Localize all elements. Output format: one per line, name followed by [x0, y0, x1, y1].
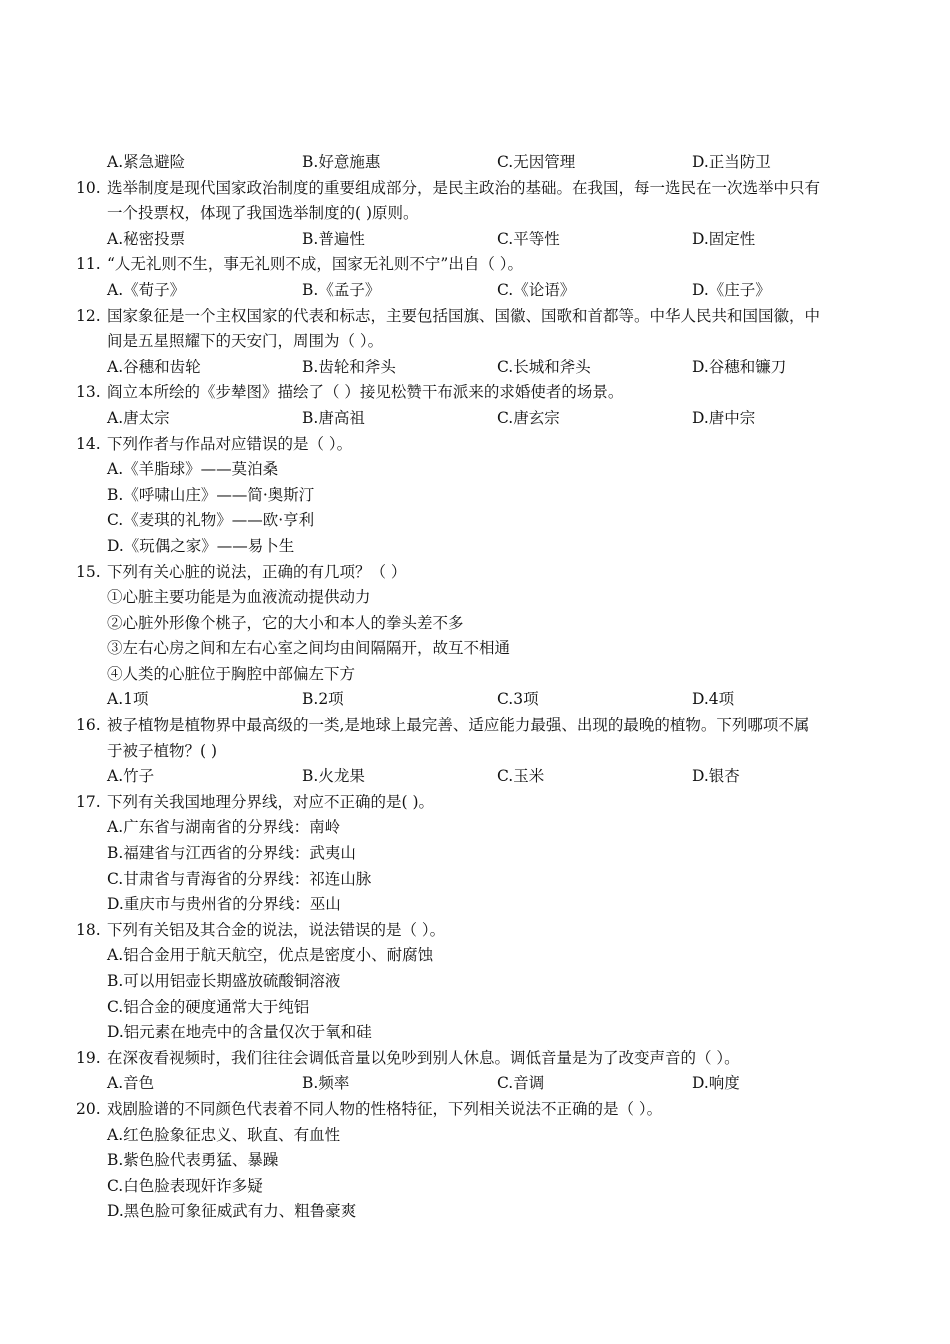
question-stem-line: [0, 1046, 950, 1072]
option-line: [0, 867, 950, 893]
option-a: A.紧急避险: [107, 153, 186, 171]
option-line: [0, 1020, 950, 1046]
question-block: [0, 432, 950, 560]
option-d: D.银杏: [692, 767, 740, 786]
question-number: 14.: [76, 434, 101, 453]
question-block: [0, 252, 950, 303]
option-c: C.铝合金的硬度通常大于纯铝: [107, 997, 310, 1016]
option-d: D.4项: [692, 690, 735, 709]
option-c: C.《麦琪的礼物》——欧·亨利: [107, 511, 315, 530]
option-b: B.紫色脸代表勇猛、暴躁: [107, 1151, 279, 1170]
question-text: 下列有关我国地理分界线，对应不正确的是( )。: [107, 792, 435, 811]
question-number: 11.: [76, 255, 101, 274]
question-continuation-line: [0, 611, 950, 637]
option-b: B.火龙果: [302, 767, 365, 786]
option-c: C.甘肃省与青海省的分界线：祁连山脉: [107, 869, 372, 888]
option-a: A.音色: [107, 1074, 155, 1093]
option-d: D.重庆市与贵州省的分界线：巫山: [107, 895, 341, 914]
question-list: [0, 176, 950, 1225]
option-a: A.1项: [107, 690, 149, 709]
option-c: C.白色脸表现奸诈多疑: [107, 1176, 263, 1195]
question-number: 12.: [76, 306, 101, 325]
question-continuation-line: [0, 739, 950, 765]
question-stem-line: [0, 176, 950, 202]
option-d: D.响度: [692, 1074, 740, 1093]
options-row: [0, 355, 950, 381]
option-line: [0, 1148, 950, 1174]
option-d: D.谷穗和镰刀: [692, 357, 787, 376]
question-stem-line: [0, 918, 950, 944]
option-line: [0, 969, 950, 995]
option-a: A.《荀子》: [107, 280, 186, 299]
option-b: B.可以用铝壶长期盛放硫酸铜溶液: [107, 972, 341, 990]
option-c: C.玉米: [497, 767, 545, 786]
option-d: D.正当防卫: [692, 153, 771, 171]
question-text: 戏剧脸谱的不同颜色代表着不同人物的性格特征，下列相关说法不正确的是（ ）。: [107, 1099, 663, 1118]
option-b: B.《呼啸山庄》——简·奥斯汀: [107, 485, 315, 504]
option-line: [0, 1174, 950, 1200]
option-line: [0, 815, 950, 841]
option-line: [0, 995, 950, 1021]
option-line: [0, 892, 950, 918]
question-block: [0, 560, 950, 714]
option-line: [0, 1123, 950, 1149]
option-d: D.固定性: [692, 229, 756, 248]
question-number: 19.: [76, 1048, 101, 1067]
option-line: [0, 1199, 950, 1225]
question-number: 16.: [76, 716, 101, 735]
question-text: 一个投票权，体现了我国选举制度的( )原则。: [107, 204, 419, 223]
option-line: [0, 534, 950, 560]
question-text: ②心脏外形像个桃子，它的大小和本人的拳头差不多: [107, 613, 464, 632]
question-text: 下列有关铝及其合金的说法，说法错误的是（ ）。: [107, 920, 446, 939]
options-row: [0, 764, 950, 790]
option-a: A.红色脸象征忠义、耿直、有血性: [107, 1125, 341, 1144]
question-text: ④人类的心脏位于胸腔中部偏左下方: [107, 664, 356, 683]
option-d: D.唐中宗: [692, 408, 756, 427]
question-block: [0, 1046, 950, 1097]
question-text: 被子植物是植物界中最高级的一类,是地球上最完善、适应能力最强、出现的最晚的植物。下列哪项不属: [107, 716, 810, 735]
question-stem-line: [0, 304, 950, 330]
option-d: D.黑色脸可象征威武有力、粗鲁豪爽: [107, 1202, 357, 1221]
question-continuation-line: [0, 585, 950, 611]
question-text: ③左右心房之间和左右心室之间均由间隔隔开，故互不相通: [107, 639, 511, 658]
question-number: 17.: [76, 792, 101, 811]
option-a: A.唐太宗: [107, 408, 170, 427]
question-text: 于被子植物？( ): [107, 741, 218, 760]
option-b: B.齿轮和斧头: [302, 357, 396, 376]
question-block: [0, 918, 950, 1046]
option-a: A.谷穗和齿轮: [107, 357, 201, 376]
question-number: 20.: [76, 1099, 101, 1118]
question-stem-line: [0, 790, 950, 816]
question-text: ①心脏主要功能是为血液流动提供动力: [107, 588, 371, 607]
question-block: [0, 1097, 950, 1225]
option-b: B.唐高祖: [302, 408, 365, 427]
question-block: [0, 790, 950, 918]
option-line: [0, 457, 950, 483]
question-stem-line: [0, 432, 950, 458]
option-d: D.《玩偶之家》——易卜生: [107, 536, 295, 555]
option-a: A.《羊脂球》——莫泊桑: [107, 460, 279, 479]
option-line: [0, 483, 950, 509]
options-row: [0, 1071, 950, 1097]
question-block: [0, 713, 950, 790]
option-line: [0, 943, 950, 969]
question-text: 下列有关心脏的说法，正确的有几项？（ ）: [107, 562, 407, 581]
option-b: B.2项: [302, 690, 344, 709]
option-d: D.铝元素在地壳中的含量仅次于氧和硅: [107, 1023, 372, 1042]
question-continuation-line: [0, 329, 950, 355]
question-text: 间是五星照耀下的天安门，周围为（ ）。: [107, 332, 384, 351]
question-stem-line: [0, 713, 950, 739]
option-b: B.普遍性: [302, 229, 365, 248]
options-row: [0, 278, 950, 304]
question-text: 在深夜看视频时，我们往往会调低音量以免吵到别人休息。调低音量是为了改变声音的（ ）。: [107, 1048, 740, 1067]
option-c: C.《论语》: [497, 280, 576, 299]
question-text: 选举制度是现代国家政治制度的重要组成部分，是民主政治的基础。在我国，每一选民在一次选举中只有: [107, 178, 821, 197]
option-line: [0, 508, 950, 534]
question-continuation-line: [0, 636, 950, 662]
question-number: 18.: [76, 920, 101, 939]
option-b: B.福建省与江西省的分界线：武夷山: [107, 844, 356, 863]
question-block: [0, 176, 950, 253]
option-c: C.平等性: [497, 229, 560, 248]
question-number: 13.: [76, 383, 101, 402]
options-row: [0, 687, 950, 713]
option-line: [0, 841, 950, 867]
header-options-row: [0, 150, 950, 176]
option-c: C.唐玄宗: [497, 408, 560, 427]
question-text: 国家象征是一个主权国家的代表和标志，主要包括国旗、国徽、国歌和首都等。中华人民共和国国徽，中: [107, 306, 821, 325]
question-stem-line: [0, 252, 950, 278]
options-row: [0, 406, 950, 432]
question-continuation-line: [0, 662, 950, 688]
question-stem-line: [0, 560, 950, 586]
question-number: 15.: [76, 562, 101, 581]
question-block: [0, 380, 950, 431]
question-stem-line: [0, 380, 950, 406]
question-number: 10.: [76, 178, 101, 197]
option-b: B.《孟子》: [302, 280, 381, 299]
question-continuation-line: [0, 201, 950, 227]
question-text: “人无礼则不生，事无礼则不成，国家无礼则不宁”出自（ ）。: [107, 255, 524, 274]
option-c: C.音调: [497, 1074, 545, 1093]
option-c: C.无因管理: [497, 153, 576, 171]
option-b: B.好意施惠: [302, 153, 381, 171]
option-a: A.竹子: [107, 767, 155, 786]
option-d: D.《庄子》: [692, 280, 771, 299]
options-row: [0, 227, 950, 253]
question-stem-line: [0, 1097, 950, 1123]
option-a: A.铝合金用于航天航空，优点是密度小、耐腐蚀: [107, 946, 434, 965]
option-a: A.广东省与湖南省的分界线：南岭: [107, 818, 341, 837]
option-c: C.3项: [497, 690, 539, 709]
option-a: A.秘密投票: [107, 229, 186, 248]
question-text: 下列作者与作品对应错误的是（ ）。: [107, 434, 353, 453]
question-block: [0, 304, 950, 381]
option-b: B.频率: [302, 1074, 350, 1093]
exam-page: [0, 150, 950, 1225]
question-text: 阎立本所绘的《步辇图》描绘了（ ）接见松赞干布派来的求婚使者的场景。: [107, 383, 624, 402]
option-c: C.长城和斧头: [497, 357, 591, 376]
